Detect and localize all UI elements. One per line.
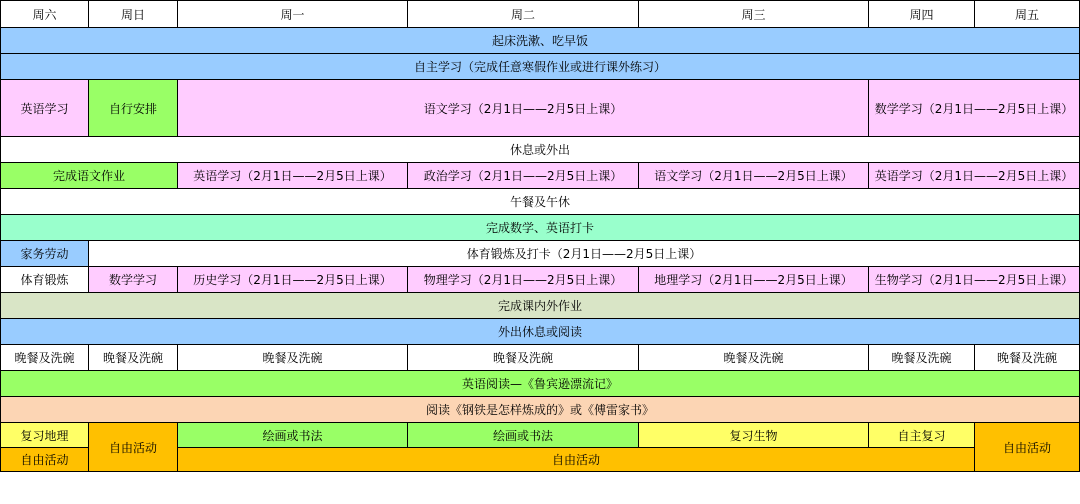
dinner-mon-cell: 晚餐及洗碗 bbox=[178, 345, 408, 371]
afternoon-row bbox=[1, 267, 1080, 293]
english-reading-row bbox=[1, 371, 1080, 397]
checkin-cell: 完成数学、英语打卡 bbox=[1, 215, 1080, 241]
day-header-wed: 周三 bbox=[639, 1, 869, 28]
evening-sun-cell: 自由活动 bbox=[89, 423, 178, 472]
pe-sat-cell: 家务劳动 bbox=[1, 241, 89, 267]
afternoon-sat-cell: 体育锻炼 bbox=[1, 267, 89, 293]
lunch-row bbox=[1, 189, 1080, 215]
late-morning-wed-cell: 语文学习（2月1日——2月5日上课） bbox=[639, 163, 869, 189]
header-row bbox=[1, 1, 1080, 28]
evening-sat-bottom-cell: 自由活动 bbox=[1, 448, 89, 472]
morning-row bbox=[1, 80, 1080, 137]
evening-row-top bbox=[1, 423, 1080, 448]
day-header-sun: 周日 bbox=[89, 1, 178, 28]
afternoon-mon-cell: 历史学习（2月1日——2月5日上课） bbox=[178, 267, 408, 293]
morning-sat-cell: 英语学习 bbox=[1, 80, 89, 137]
late-morning-weekend-cell: 完成语文作业 bbox=[1, 163, 178, 189]
dinner-sat-cell: 晚餐及洗碗 bbox=[1, 345, 89, 371]
wake-cell: 起床洗漱、吃早饭 bbox=[1, 28, 1080, 54]
rest-row bbox=[1, 137, 1080, 163]
english-reading-cell: 英语阅读—《鲁宾逊漂流记》 bbox=[1, 371, 1080, 397]
lunch-cell: 午餐及午休 bbox=[1, 189, 1080, 215]
afternoon-tue-cell: 物理学习（2月1日——2月5日上课） bbox=[408, 267, 639, 293]
reading-cell: 阅读《钢铁是怎样炼成的》或《傅雷家书》 bbox=[1, 397, 1080, 423]
pe-row bbox=[1, 241, 1080, 267]
reading-row bbox=[1, 397, 1080, 423]
homework-row bbox=[1, 293, 1080, 319]
dinner-sun-cell: 晚餐及洗碗 bbox=[89, 345, 178, 371]
self-study-row bbox=[1, 54, 1080, 80]
evening-fri-cell: 自由活动 bbox=[975, 423, 1080, 472]
evening-thu-cell: 自主复习 bbox=[869, 423, 975, 448]
late-morning-mon-cell: 英语学习（2月1日——2月5日上课） bbox=[178, 163, 408, 189]
self-study-cell: 自主学习（完成任意寒假作业或进行课外练习） bbox=[1, 54, 1080, 80]
day-header-tue: 周二 bbox=[408, 1, 639, 28]
day-header-thu: 周四 bbox=[869, 1, 975, 28]
day-header-mon: 周一 bbox=[178, 1, 408, 28]
day-header-sat: 周六 bbox=[1, 1, 89, 28]
wake-row bbox=[1, 28, 1080, 54]
afternoon-wed-cell: 地理学习（2月1日——2月5日上课） bbox=[639, 267, 869, 293]
day-header-fri: 周五 bbox=[975, 1, 1080, 28]
evening-tue-cell: 绘画或书法 bbox=[408, 423, 639, 448]
homework-cell: 完成课内外作业 bbox=[1, 293, 1080, 319]
evening-sat-top-cell: 复习地理 bbox=[1, 423, 89, 448]
morning-sun-cell: 自行安排 bbox=[89, 80, 178, 137]
evening-mon-cell: 绘画或书法 bbox=[178, 423, 408, 448]
rest-cell: 休息或外出 bbox=[1, 137, 1080, 163]
outing-row bbox=[1, 319, 1080, 345]
morning-mon-wed-cell: 语文学习（2月1日——2月5日上课） bbox=[178, 80, 869, 137]
dinner-thu-cell: 晚餐及洗碗 bbox=[869, 345, 975, 371]
afternoon-sun-cell: 数学学习 bbox=[89, 267, 178, 293]
checkin-row bbox=[1, 215, 1080, 241]
morning-thu-fri-cell: 数学学习（2月1日——2月5日上课） bbox=[869, 80, 1080, 137]
late-morning-tue-cell: 政治学习（2月1日——2月5日上课） bbox=[408, 163, 639, 189]
afternoon-thu-fri-cell: 生物学习（2月1日——2月5日上课） bbox=[869, 267, 1080, 293]
dinner-wed-cell: 晚餐及洗碗 bbox=[639, 345, 869, 371]
pe-rest-cell: 体育锻炼及打卡（2月1日——2月5日上课） bbox=[89, 241, 1080, 267]
dinner-tue-cell: 晚餐及洗碗 bbox=[408, 345, 639, 371]
late-morning-thu-fri-cell: 英语学习（2月1日——2月5日上课） bbox=[869, 163, 1080, 189]
evening-weekday-bottom-cell: 自由活动 bbox=[178, 448, 975, 472]
dinner-fri-cell: 晚餐及洗碗 bbox=[975, 345, 1080, 371]
outing-cell: 外出休息或阅读 bbox=[1, 319, 1080, 345]
evening-wed-cell: 复习生物 bbox=[639, 423, 869, 448]
late-morning-row bbox=[1, 163, 1080, 189]
dinner-row bbox=[1, 345, 1080, 371]
